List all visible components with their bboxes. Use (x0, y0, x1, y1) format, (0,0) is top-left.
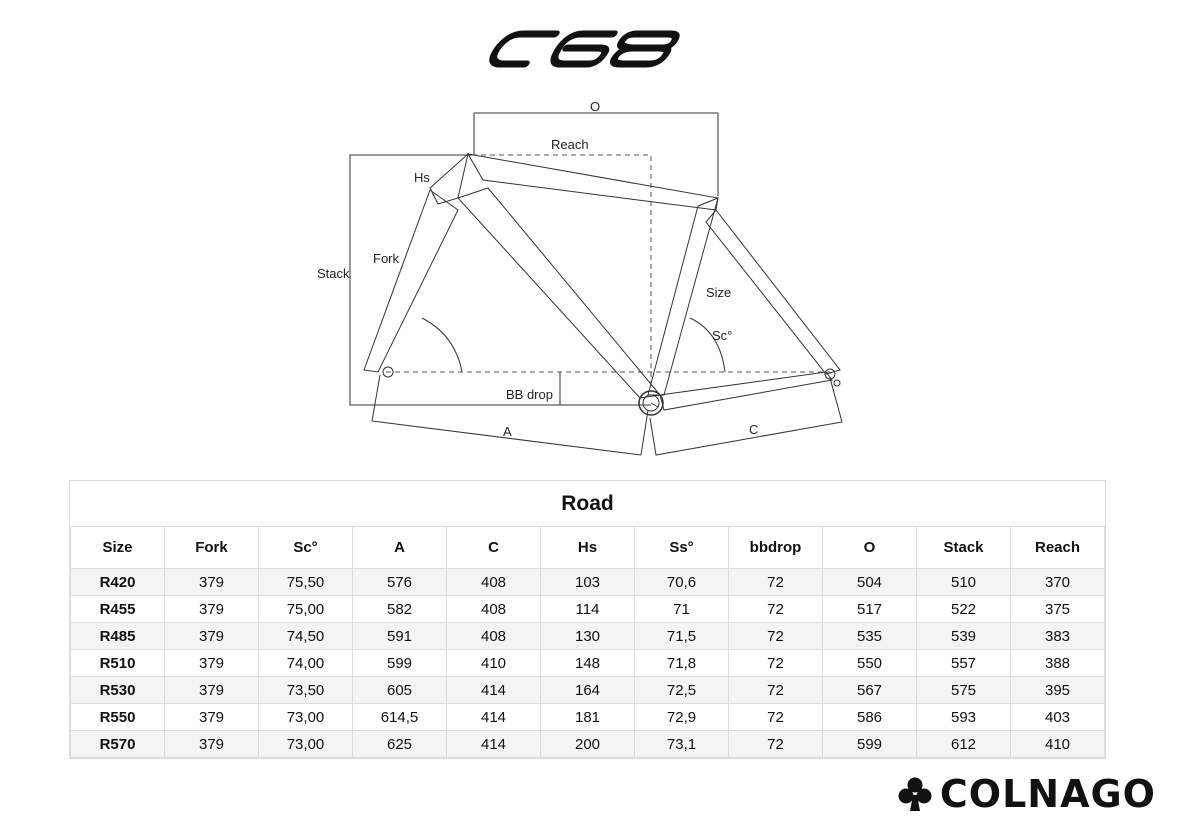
down-tube (458, 188, 660, 398)
table-cell: 74,00 (259, 650, 353, 677)
column-header: A (353, 527, 447, 569)
table-cell: 582 (353, 596, 447, 623)
table-cell: 75,00 (259, 596, 353, 623)
fork (364, 190, 458, 372)
column-header: Hs (541, 527, 635, 569)
table-cell: 408 (447, 569, 541, 596)
column-header: O (823, 527, 917, 569)
colnago-brand (896, 772, 1156, 816)
table-cell: 575 (917, 677, 1011, 704)
table-row (71, 650, 1105, 677)
column-header: Reach (1011, 527, 1105, 569)
label-c: C (749, 422, 759, 437)
column-header: Fork (165, 527, 259, 569)
club-icon (896, 775, 934, 813)
table-cell: 408 (447, 596, 541, 623)
table-header-row (71, 527, 1105, 569)
top-tube (468, 154, 718, 210)
label-hs: Hs (414, 170, 430, 185)
table-cell: 625 (353, 731, 447, 758)
table-cell: 370 (1011, 569, 1105, 596)
table-cell: 591 (353, 623, 447, 650)
size-cell: R570 (71, 731, 165, 758)
table-cell: 599 (353, 650, 447, 677)
column-header: Stack (917, 527, 1011, 569)
table-cell: 504 (823, 569, 917, 596)
size-cell: R550 (71, 704, 165, 731)
table-row (71, 569, 1105, 596)
table-cell: 388 (1011, 650, 1105, 677)
label-sc: Sc° (712, 328, 733, 343)
table-cell: 181 (541, 704, 635, 731)
table-cell: 410 (447, 650, 541, 677)
table-row (71, 731, 1105, 758)
table-cell: 72 (729, 677, 823, 704)
table-cell: 164 (541, 677, 635, 704)
table-cell: 586 (823, 704, 917, 731)
table-cell: 612 (917, 731, 1011, 758)
table-cell: 72 (729, 650, 823, 677)
table-cell: 73,00 (259, 704, 353, 731)
column-header: Ss° (635, 527, 729, 569)
table-cell: 414 (447, 704, 541, 731)
c-dimension (650, 378, 842, 455)
column-header: Sc° (259, 527, 353, 569)
geometry-table (69, 480, 1106, 759)
table-cell: 70,6 (635, 569, 729, 596)
table-cell: 599 (823, 731, 917, 758)
column-header: bbdrop (729, 527, 823, 569)
table-cell: 517 (823, 596, 917, 623)
table-cell: 379 (165, 731, 259, 758)
brand-name: COLNAGO (939, 772, 1156, 816)
label-bb-drop: BB drop (506, 387, 553, 402)
table-row (71, 623, 1105, 650)
table-cell: 72,5 (635, 677, 729, 704)
table-cell: 576 (353, 569, 447, 596)
table-cell: 567 (823, 677, 917, 704)
table-cell: 73,50 (259, 677, 353, 704)
size-cell: R530 (71, 677, 165, 704)
table-title: Road (71, 481, 1105, 527)
table-cell: 539 (917, 623, 1011, 650)
table-cell: 550 (823, 650, 917, 677)
table-cell: 71,8 (635, 650, 729, 677)
table-cell: 130 (541, 623, 635, 650)
size-cell: R510 (71, 650, 165, 677)
table-row (71, 704, 1105, 731)
label-a: A (503, 424, 512, 439)
table-cell: 379 (165, 650, 259, 677)
table-cell: 72,9 (635, 704, 729, 731)
table-cell: 383 (1011, 623, 1105, 650)
table-cell: 200 (541, 731, 635, 758)
table-cell: 73,1 (635, 731, 729, 758)
table-cell: 72 (729, 731, 823, 758)
table-cell: 74,50 (259, 623, 353, 650)
label-size: Size (706, 285, 732, 300)
table-cell: 593 (917, 704, 1011, 731)
frame-geometry-diagram (300, 92, 860, 464)
table-cell: 73,00 (259, 731, 353, 758)
label-o: O (590, 99, 601, 114)
size-cell: R455 (71, 596, 165, 623)
table-cell: 375 (1011, 596, 1105, 623)
table-cell: 522 (917, 596, 1011, 623)
table-body (71, 569, 1105, 758)
column-header: Size (71, 527, 165, 569)
table-cell: 72 (729, 596, 823, 623)
c68-logo (468, 26, 708, 72)
size-cell: R485 (71, 623, 165, 650)
table-cell: 414 (447, 677, 541, 704)
table-cell: 72 (729, 704, 823, 731)
table-cell: 379 (165, 596, 259, 623)
table-cell: 148 (541, 650, 635, 677)
table-row (71, 596, 1105, 623)
head-angle-arc (422, 318, 462, 372)
table-cell: 414 (447, 731, 541, 758)
table-cell: 379 (165, 704, 259, 731)
table-cell: 379 (165, 569, 259, 596)
table-cell: 557 (917, 650, 1011, 677)
stack-dimension (350, 155, 651, 405)
table-cell: 71 (635, 596, 729, 623)
table-cell: 395 (1011, 677, 1105, 704)
seat-angle-arc (690, 318, 725, 372)
table-cell: 75,50 (259, 569, 353, 596)
column-header: C (447, 527, 541, 569)
label-stack: Stack (317, 266, 350, 281)
table-row (71, 677, 1105, 704)
table-cell: 410 (1011, 731, 1105, 758)
size-cell: R420 (71, 569, 165, 596)
table-cell: 403 (1011, 704, 1105, 731)
table-cell: 510 (917, 569, 1011, 596)
table-cell: 114 (541, 596, 635, 623)
table-cell: 379 (165, 677, 259, 704)
label-reach: Reach (551, 137, 589, 152)
table-cell: 379 (165, 623, 259, 650)
table-cell: 72 (729, 623, 823, 650)
table-cell: 535 (823, 623, 917, 650)
table-cell: 605 (353, 677, 447, 704)
table-cell: 103 (541, 569, 635, 596)
chain-stay (660, 372, 832, 410)
label-fork: Fork (373, 251, 399, 266)
table-cell: 614,5 (353, 704, 447, 731)
table-cell: 71,5 (635, 623, 729, 650)
table-cell: 408 (447, 623, 541, 650)
table-cell: 72 (729, 569, 823, 596)
